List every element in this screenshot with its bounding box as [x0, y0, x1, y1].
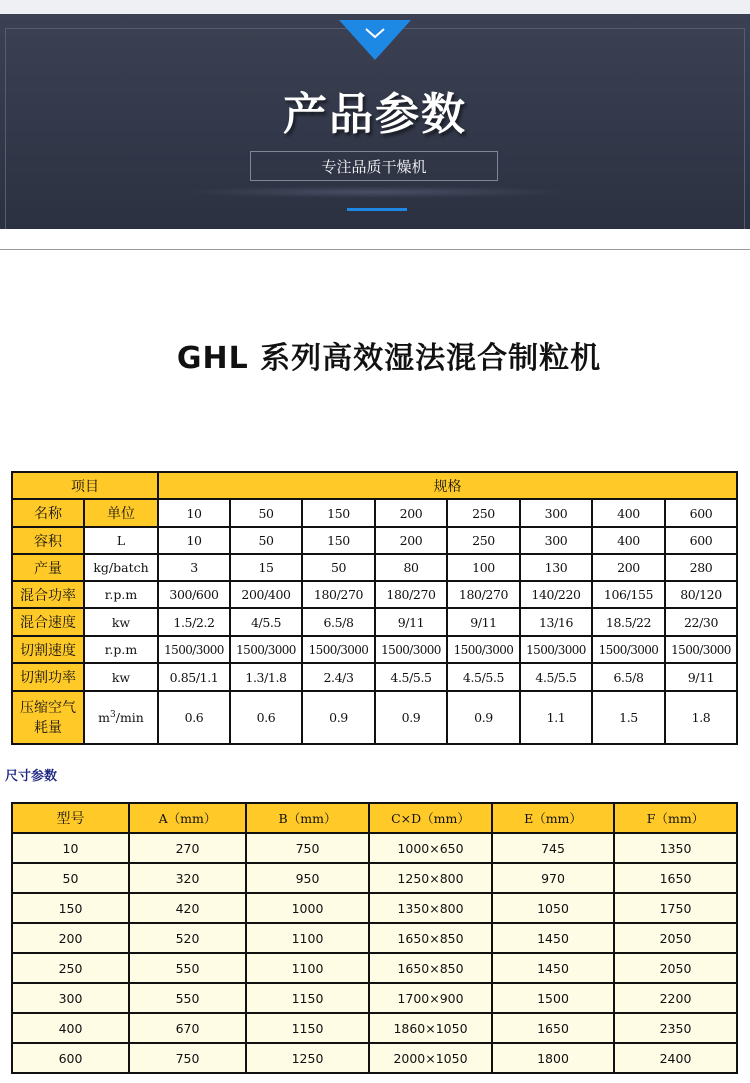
spec-col-unit: 单位	[84, 499, 158, 527]
dim-cell: 670	[129, 1013, 246, 1043]
spec-cell: 9/11	[447, 608, 520, 636]
dim-cell: 1350	[614, 833, 737, 863]
dim-row	[12, 1043, 737, 1073]
spec-cell: 1.1	[520, 691, 592, 744]
dim-cell: 600	[12, 1043, 129, 1073]
spec-row-label: 产量	[12, 554, 84, 581]
dim-row	[12, 833, 737, 863]
dim-cell: 1350×800	[369, 893, 492, 923]
dim-cell: 50	[12, 863, 129, 893]
dim-cell: 1000	[246, 893, 369, 923]
dim-cell: 550	[129, 953, 246, 983]
spec-cell: 140/220	[520, 581, 592, 608]
dim-cell: 1450	[492, 923, 614, 953]
spec-row-unit	[84, 691, 158, 744]
dim-cell: 745	[492, 833, 614, 863]
dim-cell: 1700×900	[369, 983, 492, 1013]
spec-cell: 200/400	[230, 581, 302, 608]
spec-cell: 50	[302, 554, 375, 581]
divider	[0, 249, 750, 250]
spec-row-cut-speed	[12, 636, 737, 663]
dim-cell: 250	[12, 953, 129, 983]
air-unit-sup: 3	[110, 709, 116, 720]
dim-cell: 1650	[614, 863, 737, 893]
dim-header-cell: E（mm）	[492, 803, 614, 833]
dim-cell: 2050	[614, 953, 737, 983]
spec-cell: 0.6	[230, 691, 302, 744]
spec-cell: 0.85/1.1	[158, 663, 230, 691]
dim-cell: 2400	[614, 1043, 737, 1073]
spec-cell: 9/11	[665, 663, 737, 691]
spec-cell: 100	[447, 554, 520, 581]
dim-cell: 1450	[492, 953, 614, 983]
dim-cell: 2200	[614, 983, 737, 1013]
spec-cell: 0.9	[447, 691, 520, 744]
spec-cell: 200	[375, 527, 447, 554]
spec-row-label: 混合功率	[12, 581, 84, 608]
banner-glow	[180, 186, 570, 198]
spec-cell: 80	[375, 554, 447, 581]
spec-row-unit: kw	[84, 608, 158, 636]
dimensions-caption: 尺寸参数	[5, 769, 58, 784]
spec-cell: 4.5/5.5	[520, 663, 592, 691]
dim-cell: 2050	[614, 923, 737, 953]
dim-cell: 1250×800	[369, 863, 492, 893]
spec-row-unit: kg/batch	[84, 554, 158, 581]
banner-subtitle: 专注品质干燥机	[250, 151, 498, 181]
spec-cell: 9/11	[375, 608, 447, 636]
spec-cell: 18.5/22	[592, 608, 665, 636]
dim-cell: 1000×650	[369, 833, 492, 863]
spec-cell: 3	[158, 554, 230, 581]
spec-cell: 300/600	[158, 581, 230, 608]
dim-cell: 1860×1050	[369, 1013, 492, 1043]
dim-header-cell: A（mm）	[129, 803, 246, 833]
spec-row-cut-power	[12, 663, 737, 691]
dim-cell: 10	[12, 833, 129, 863]
spec-model-cell: 50	[230, 499, 302, 527]
dim-row	[12, 983, 737, 1013]
spec-cell: 130	[520, 554, 592, 581]
spec-cell: 180/270	[447, 581, 520, 608]
spec-cell: 1500/3000	[158, 636, 230, 663]
dim-cell: 200	[12, 923, 129, 953]
air-label-line2: 耗量	[34, 719, 62, 736]
spec-cell: 1.8	[665, 691, 737, 744]
dim-header-row	[12, 803, 737, 833]
dim-row	[12, 893, 737, 923]
dim-cell: 1250	[246, 1043, 369, 1073]
spec-model-cell: 600	[665, 499, 737, 527]
spec-row-air	[12, 691, 737, 744]
spec-cell: 300	[520, 527, 592, 554]
dim-cell: 950	[246, 863, 369, 893]
dim-cell: 2000×1050	[369, 1043, 492, 1073]
dim-header-cell: C×D（mm）	[369, 803, 492, 833]
spec-header-spec: 规格	[158, 472, 737, 499]
spec-cell: 2.4/3	[302, 663, 375, 691]
spec-col-name: 名称	[12, 499, 84, 527]
dim-cell: 150	[12, 893, 129, 923]
banner	[0, 0, 750, 229]
spec-cell: 6.5/8	[302, 608, 375, 636]
spec-cell: 6.5/8	[592, 663, 665, 691]
dim-cell: 750	[246, 833, 369, 863]
dim-cell: 1650×850	[369, 953, 492, 983]
dim-cell: 1050	[492, 893, 614, 923]
spec-row-unit: r.p.m	[84, 581, 158, 608]
spec-table	[11, 471, 738, 745]
dim-row	[12, 1013, 737, 1043]
air-label-line1: 压缩空气	[20, 699, 76, 716]
dim-cell: 750	[129, 1043, 246, 1073]
dim-cell: 1100	[246, 923, 369, 953]
dim-cell: 420	[129, 893, 246, 923]
spec-cell: 1.5/2.2	[158, 608, 230, 636]
dim-cell: 1800	[492, 1043, 614, 1073]
spec-cell: 0.9	[302, 691, 375, 744]
banner-title: 产品参数	[283, 89, 467, 140]
spec-cell: 1.5	[592, 691, 665, 744]
spec-row-unit: r.p.m	[84, 636, 158, 663]
spec-cell: 200	[592, 554, 665, 581]
dim-cell: 1100	[246, 953, 369, 983]
spec-cell: 1500/3000	[302, 636, 375, 663]
dim-cell: 270	[129, 833, 246, 863]
spec-cell: 15	[230, 554, 302, 581]
spec-cell: 1500/3000	[665, 636, 737, 663]
spec-row-mix-power	[12, 581, 737, 608]
dim-cell: 1150	[246, 1013, 369, 1043]
spec-cell: 10	[158, 527, 230, 554]
spec-cell: 280	[665, 554, 737, 581]
spec-model-cell: 10	[158, 499, 230, 527]
spec-cell: 1500/3000	[447, 636, 520, 663]
spec-cell: 1.3/1.8	[230, 663, 302, 691]
spec-cell: 1500/3000	[592, 636, 665, 663]
dim-header-cell: B（mm）	[246, 803, 369, 833]
dim-cell: 1750	[614, 893, 737, 923]
spec-cell: 150	[302, 527, 375, 554]
spec-row-output	[12, 554, 737, 581]
spec-cell: 4.5/5.5	[447, 663, 520, 691]
dim-header-cell: 型号	[12, 803, 129, 833]
spec-cell: 0.6	[158, 691, 230, 744]
dim-row	[12, 923, 737, 953]
page-title: GHL 系列高效湿法混合制粒机	[176, 341, 602, 376]
spec-cell: 250	[447, 527, 520, 554]
spec-header-item: 项目	[12, 472, 158, 499]
spec-cell: 180/270	[302, 581, 375, 608]
dim-row	[12, 863, 737, 893]
dim-cell: 300	[12, 983, 129, 1013]
spec-row-mix-speed	[12, 608, 737, 636]
spec-cell: 80/120	[665, 581, 737, 608]
spec-row-label	[12, 691, 84, 744]
spec-model-cell: 300	[520, 499, 592, 527]
dimension-table	[11, 802, 738, 1074]
spec-cell: 1500/3000	[230, 636, 302, 663]
spec-header-row	[12, 472, 737, 499]
dim-cell: 520	[129, 923, 246, 953]
dim-cell: 400	[12, 1013, 129, 1043]
air-unit-tail: /min	[115, 710, 144, 726]
spec-model-cell: 250	[447, 499, 520, 527]
spec-cell: 1500/3000	[520, 636, 592, 663]
dim-cell: 320	[129, 863, 246, 893]
spec-cell: 4.5/5.5	[375, 663, 447, 691]
spec-row-unit: L	[84, 527, 158, 554]
spec-model-cell: 400	[592, 499, 665, 527]
dim-cell: 550	[129, 983, 246, 1013]
spec-model-cell: 150	[302, 499, 375, 527]
spec-cell: 106/155	[592, 581, 665, 608]
spec-cell: 1500/3000	[375, 636, 447, 663]
spec-cell: 4/5.5	[230, 608, 302, 636]
dim-cell: 1650	[492, 1013, 614, 1043]
spec-cell: 180/270	[375, 581, 447, 608]
spec-row-volume	[12, 527, 737, 554]
spec-row-label: 混合速度	[12, 608, 84, 636]
chevron-down-icon	[364, 26, 386, 40]
spec-cell: 50	[230, 527, 302, 554]
dim-header-cell: F（mm）	[614, 803, 737, 833]
spec-cell: 13/16	[520, 608, 592, 636]
spec-row-label: 切割速度	[12, 636, 84, 663]
spec-row-label: 容积	[12, 527, 84, 554]
spec-model-row	[12, 499, 737, 527]
dim-cell: 1150	[246, 983, 369, 1013]
spec-model-cell: 200	[375, 499, 447, 527]
dim-cell: 1650×850	[369, 923, 492, 953]
banner-top-strip	[0, 0, 750, 14]
dim-cell: 970	[492, 863, 614, 893]
air-unit-base: m	[98, 710, 110, 726]
dim-cell: 1500	[492, 983, 614, 1013]
dim-row	[12, 953, 737, 983]
spec-cell: 0.9	[375, 691, 447, 744]
spec-row-unit: kw	[84, 663, 158, 691]
spec-cell: 600	[665, 527, 737, 554]
banner-underline	[347, 208, 407, 211]
spec-cell: 400	[592, 527, 665, 554]
spec-row-label: 切割功率	[12, 663, 84, 691]
spec-cell: 22/30	[665, 608, 737, 636]
dim-cell: 2350	[614, 1013, 737, 1043]
